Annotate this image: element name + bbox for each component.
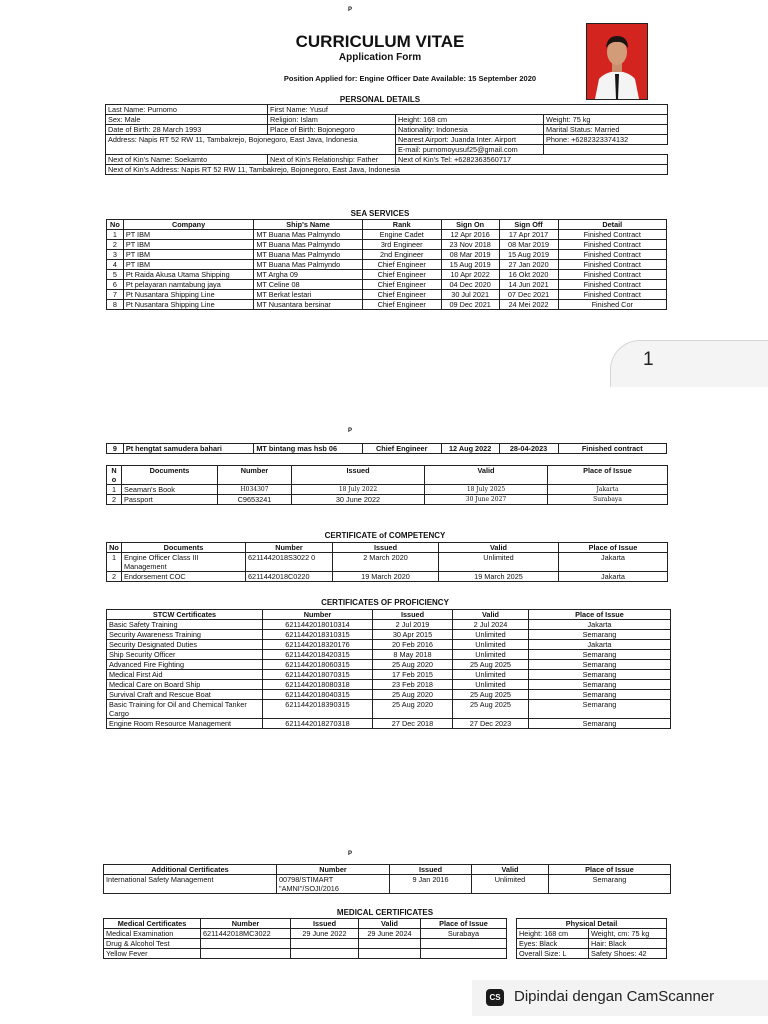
cell: 6211442018C0220 (246, 572, 333, 582)
cell: Finished Contract (558, 260, 666, 270)
cell: Unlimited (453, 670, 529, 680)
col-header: Sign On (441, 220, 499, 230)
cell: 04 Dec 2020 (441, 280, 499, 290)
col-header: Valid (453, 610, 529, 620)
cop-title: CERTIFICATES OF PROFICIENCY (321, 598, 449, 607)
page-number: 1 (643, 349, 654, 370)
table-row (107, 230, 667, 240)
additional-certificates-table (103, 864, 671, 894)
col-header: No (107, 220, 124, 230)
cell: Jakarta (529, 620, 671, 630)
cell: 2nd Engineer (362, 250, 441, 260)
cell: 2 March 2020 (333, 553, 439, 572)
cell: PT IBM (123, 260, 254, 270)
cop-table (106, 609, 671, 729)
cell: 25 Aug 2020 (373, 700, 453, 719)
email: E-mail: purnomoyusuf25@gmail.com (396, 145, 544, 155)
personal-details-title: PERSONAL DETAILS (339, 95, 421, 104)
cell: 19 March 2025 (439, 572, 559, 582)
col-header: Place of Issue (548, 466, 668, 485)
cell: Safety Shoes: 42 (589, 949, 667, 959)
cell: Unlimited (453, 630, 529, 640)
cell: 5 (107, 270, 124, 280)
cell: C9653241 (218, 495, 292, 505)
cell: 25 Aug 2020 (373, 690, 453, 700)
table-row (517, 929, 667, 939)
phone: Phone: +6282323374132 (544, 135, 668, 145)
cell: Chief Engineer (362, 290, 441, 300)
kin-tel: Next of Kin's Tel: +6282363560717 (396, 155, 668, 165)
cell: 6211442018070315 (263, 670, 373, 680)
cell: Surabaya (421, 929, 507, 939)
date-of-birth: Date of Birth: 28 March 1993 (106, 125, 268, 135)
cell: Unlimited (453, 650, 529, 660)
table-row (107, 690, 671, 700)
cell: 08 Mar 2019 (441, 250, 499, 260)
table-row (517, 939, 667, 949)
cell: 20 Feb 2016 (373, 640, 453, 650)
physical-detail-table (516, 918, 667, 959)
cell: Semarang (529, 670, 671, 680)
cell: 6211442018S3022 0 (246, 553, 333, 572)
cell: Endorsement COC (122, 572, 246, 582)
cell: 30 June 2022 (292, 495, 425, 505)
table-row (107, 700, 671, 719)
table-row (104, 929, 507, 939)
cell: Chief Engineer (362, 300, 441, 310)
position-line: Position Applied for: Engine Officer Date Available: 15 September 2020 (283, 74, 537, 83)
table-row (107, 240, 667, 250)
cell: 17 Feb 2015 (373, 670, 453, 680)
table-row (107, 660, 671, 670)
sea-services-table (106, 219, 667, 310)
cell: PT IBM (123, 230, 254, 240)
camscanner-watermark (472, 980, 768, 1016)
cell: 15 Aug 2019 (499, 250, 558, 260)
cell: 9 Jan 2016 (390, 875, 472, 894)
kin-address: Next of Kin's Address: Napis RT 52 RW 11, Tambakrejo, Bojonegoro, East Java, Indonesia (106, 165, 668, 175)
col-header: Additional Certificates (104, 865, 277, 875)
address: Address: Napis RT 52 RW 11, Tambakrejo, Bojonegoro, East Java, Indonesia (106, 135, 396, 155)
col-header: Place of Issue (421, 919, 507, 929)
cell: MT Buana Mas Palmyndo (254, 240, 362, 250)
col-header: Valid (472, 865, 549, 875)
table-row (107, 485, 668, 495)
cell: Unlimited (453, 680, 529, 690)
cell: Unlimited (472, 875, 549, 894)
cell: PT IBM (123, 250, 254, 260)
cell (359, 949, 421, 959)
cell: MT Celine 08 (254, 280, 362, 290)
kin-name: Next of Kin's Name: Soekamto (106, 155, 268, 165)
cell: 28-04-2023 (499, 444, 558, 454)
cell: 8 May 2018 (373, 650, 453, 660)
table-row (107, 444, 667, 454)
height: Height: 168 cm (396, 115, 544, 125)
cell: 23 Feb 2018 (373, 680, 453, 690)
col-header: Valid (359, 919, 421, 929)
cell: Unlimited (453, 640, 529, 650)
cell: 19 March 2020 (333, 572, 439, 582)
coc-title: CERTIFICATE of COMPETENCY (324, 531, 446, 540)
first-name: First Name: Yusuf (268, 105, 668, 115)
cell: Semarang (529, 660, 671, 670)
cell: 27 Dec 2018 (373, 719, 453, 729)
table-row (107, 290, 667, 300)
cell: International Safety Management (104, 875, 277, 894)
cell: 12 Aug 2022 (441, 444, 499, 454)
table-row (107, 670, 671, 680)
col-header: Valid (439, 543, 559, 553)
table-row (107, 650, 671, 660)
cell (291, 949, 359, 959)
cell: 25 Aug 2025 (453, 690, 529, 700)
col-header: Company (123, 220, 254, 230)
col-header: Number (277, 865, 390, 875)
table-row (107, 553, 668, 572)
col-header: Valid (425, 466, 548, 485)
cell: 00798/STIMART "AMNI"/SOJI/2016 (277, 875, 390, 894)
medical-certificates-table (103, 918, 507, 959)
col-header: Issued (390, 865, 472, 875)
personal-details-table (105, 104, 668, 175)
cell: Finished Contract (558, 280, 666, 290)
cell: 1 (107, 553, 122, 572)
cell: MT bintang mas hsb 06 (254, 444, 362, 454)
col-header: Number (263, 610, 373, 620)
cell: 6211442018060315 (263, 660, 373, 670)
religion: Religion: Islam (268, 115, 396, 125)
col-header: Number (246, 543, 333, 553)
table-row (104, 875, 671, 894)
cell: Semarang (549, 875, 671, 894)
cell: Semarang (529, 630, 671, 640)
cell: Chief Engineer (362, 260, 441, 270)
cell: Chief Engineer (362, 280, 441, 290)
col-header: N o (107, 466, 122, 485)
cell (421, 939, 507, 949)
table-row (107, 260, 667, 270)
cell: Unlimited (439, 553, 559, 572)
cell: 10 Apr 2022 (441, 270, 499, 280)
cell: MT Nusantara bersinar (254, 300, 362, 310)
table-row (107, 620, 671, 630)
col-header: Issued (292, 466, 425, 485)
col-header: Issued (373, 610, 453, 620)
cell: Basic Training for Oil and Chemical Tanker Cargo (107, 700, 263, 719)
cell: Pt pelayaran namtabung jaya (123, 280, 254, 290)
cell: 2 Jul 2019 (373, 620, 453, 630)
cell: 6211442018040315 (263, 690, 373, 700)
cell: 2 (107, 495, 122, 505)
cell: 4 (107, 260, 124, 270)
cell: H034307 (218, 485, 292, 495)
cell: Hair: Black (589, 939, 667, 949)
col-header: Documents (122, 466, 218, 485)
table-row (107, 300, 667, 310)
col-header: Sign Off (499, 220, 558, 230)
cell: Advanced Fire Fighting (107, 660, 263, 670)
weight: Weight: 75 kg (544, 115, 668, 125)
cell: 6211442018320176 (263, 640, 373, 650)
cell: Survival Craft and Rescue Boat (107, 690, 263, 700)
cell: Jakarta (548, 485, 668, 495)
cell: 30 Jul 2021 (441, 290, 499, 300)
cell: Ship Security Officer (107, 650, 263, 660)
cell: Engine Room Resource Management (107, 719, 263, 729)
cell: 16 Okt 2020 (499, 270, 558, 280)
cell: MT Argha 09 (254, 270, 362, 280)
col-header: Issued (333, 543, 439, 553)
cell: 6211442018270318 (263, 719, 373, 729)
cell: Surabaya (548, 495, 668, 505)
cell: Chief Engineer (362, 444, 441, 454)
col-header: Ship's Name (254, 220, 362, 230)
cell: Semarang (529, 650, 671, 660)
cell: Eyes: Black (517, 939, 589, 949)
cell: Finished Cor (558, 300, 666, 310)
col-header: Issued (291, 919, 359, 929)
cell: 6211442018390315 (263, 700, 373, 719)
cell: 6211442018010314 (263, 620, 373, 630)
cell: 6 (107, 280, 124, 290)
nationality: Nationality: Indonesia (396, 125, 544, 135)
cell: MT Buana Mas Palmyndo (254, 250, 362, 260)
cell: Overall Size: L (517, 949, 589, 959)
cell (291, 939, 359, 949)
cell: MT Buana Mas Palmyndo (254, 230, 362, 240)
cell: 8 (107, 300, 124, 310)
col-header: Rank (362, 220, 441, 230)
physical-detail-title: Physical Detail (517, 919, 667, 929)
cell: 3rd Engineer (362, 240, 441, 250)
cell: Engine Officer Class III Management (122, 553, 246, 572)
sea-services-title: SEA SERVICES (350, 209, 410, 218)
cell: Semarang (529, 719, 671, 729)
cell: Pt Nusantara Shipping Line (123, 290, 254, 300)
table-row (104, 949, 507, 959)
cell: 18 July 2025 (425, 485, 548, 495)
cell: MT Berkat lestari (254, 290, 362, 300)
table-row (107, 280, 667, 290)
cell: Engine Cadet (362, 230, 441, 240)
col-header: STCW Certificates (107, 610, 263, 620)
cell: Chief Engineer (362, 270, 441, 280)
cell: 25 Aug 2025 (453, 660, 529, 670)
cell: 2 (107, 572, 122, 582)
cell: 24 Mei 2022 (499, 300, 558, 310)
cell: Jakarta (559, 572, 668, 582)
cell: Basic Safety Training (107, 620, 263, 630)
cell: 14 Jun 2021 (499, 280, 558, 290)
cell: 29 June 2022 (291, 929, 359, 939)
cell: 15 Aug 2019 (441, 260, 499, 270)
cell: MT Buana Mas Palmyndo (254, 260, 362, 270)
cell: Finished Contract (558, 250, 666, 260)
cell: 6211442018MC3022 (201, 929, 291, 939)
table-row (107, 680, 671, 690)
empty-cell (544, 145, 668, 155)
col-header: Place of Issue (549, 865, 671, 875)
sea-services-continued-table (106, 443, 667, 454)
cell: 27 Dec 2023 (453, 719, 529, 729)
cell: 30 Apr 2015 (373, 630, 453, 640)
col-header: Place of Issue (559, 543, 668, 553)
cell: 09 Dec 2021 (441, 300, 499, 310)
coc-table (106, 542, 668, 582)
page-mark: P (347, 428, 352, 434)
cell: Semarang (529, 690, 671, 700)
nearest-airport: Nearest Airport: Juanda Inter. Airport (396, 135, 544, 145)
cell: Security Awareness Training (107, 630, 263, 640)
kin-relationship: Next of Kin's Relationship: Father (268, 155, 396, 165)
cell: 17 Apr 2017 (499, 230, 558, 240)
camscanner-logo-icon: CS (486, 989, 504, 1006)
col-header: Place of Issue (529, 610, 671, 620)
col-header: Number (218, 466, 292, 485)
cell: Passport (122, 495, 218, 505)
cell (359, 939, 421, 949)
cell: 18 July 2022 (292, 485, 425, 495)
col-header: Number (201, 919, 291, 929)
cell: 08 Mar 2019 (499, 240, 558, 250)
col-header: No (107, 543, 122, 553)
cell: Medical First Aid (107, 670, 263, 680)
table-row (107, 719, 671, 729)
cell: Finished contract (558, 444, 666, 454)
cell: Finished Contract (558, 230, 666, 240)
documents-table (106, 465, 668, 505)
col-header: Documents (122, 543, 246, 553)
cell: Finished Contract (558, 240, 666, 250)
cell: 25 Aug 2020 (373, 660, 453, 670)
col-header: Detail (558, 220, 666, 230)
cell: 1 (107, 230, 124, 240)
cell: 1 (107, 485, 122, 495)
last-name: Last Name: Purnomo (106, 105, 268, 115)
table-row (107, 250, 667, 260)
camscanner-text: Dipindai dengan CamScanner (514, 988, 715, 1005)
table-row (517, 949, 667, 959)
page-mark: P (347, 851, 352, 857)
cell: 9 (107, 444, 124, 454)
page-curl (610, 340, 768, 387)
table-row (107, 495, 668, 505)
place-of-birth: Place of Birth: Bojonegoro (268, 125, 396, 135)
cell: Finished Contract (558, 290, 666, 300)
marital-status: Marital Status: Married (544, 125, 668, 135)
cell: 6211442018310315 (263, 630, 373, 640)
cell (201, 949, 291, 959)
cell: 07 Dec 2021 (499, 290, 558, 300)
cell: Seaman's Book (122, 485, 218, 495)
cell: 6211442018420315 (263, 650, 373, 660)
cell (201, 939, 291, 949)
cell: Jakarta (559, 553, 668, 572)
cell: 23 Nov 2018 (441, 240, 499, 250)
cell: PT IBM (123, 240, 254, 250)
cell: Pt Nusantara Shipping Line (123, 300, 254, 310)
cell: Semarang (529, 680, 671, 690)
cell (421, 949, 507, 959)
page-mark: P (347, 7, 352, 13)
cell: 2 Jul 2024 (453, 620, 529, 630)
cell: Yellow Fever (104, 949, 201, 959)
cell: Jakarta (529, 640, 671, 650)
cell: 12 Apr 2016 (441, 230, 499, 240)
document-subtitle: Application Form (338, 52, 422, 63)
cell: Pt hengtat samudera bahari (123, 444, 254, 454)
sex: Sex: Male (106, 115, 268, 125)
cell: 30 June 2027 (425, 495, 548, 505)
cell: 6211442018080318 (263, 680, 373, 690)
cell: 7 (107, 290, 124, 300)
applicant-photo (586, 23, 648, 100)
cell: 29 June 2024 (359, 929, 421, 939)
cell: Semarang (529, 700, 671, 719)
document-title: CURRICULUM VITAE (295, 32, 465, 51)
table-row (107, 640, 671, 650)
cell: Drug & Alcohol Test (104, 939, 201, 949)
table-row (104, 939, 507, 949)
col-header: Medical Certificates (104, 919, 201, 929)
table-row (107, 270, 667, 280)
cell: Medical Care on Board Ship (107, 680, 263, 690)
cell: Finished Contract (558, 270, 666, 280)
cell: 3 (107, 250, 124, 260)
cell: Height: 168 cm (517, 929, 589, 939)
table-row (107, 572, 668, 582)
cell: Pt Raida Akusa Utama Shipping (123, 270, 254, 280)
cell: 25 Aug 2025 (453, 700, 529, 719)
cell: Security Designated Duties (107, 640, 263, 650)
cell: 27 Jan 2020 (499, 260, 558, 270)
cell: Medical Examination (104, 929, 201, 939)
cell: Weight, cm: 75 kg (589, 929, 667, 939)
cell: 2 (107, 240, 124, 250)
medical-title: MEDICAL CERTIFICATES (336, 908, 434, 917)
table-row (107, 630, 671, 640)
